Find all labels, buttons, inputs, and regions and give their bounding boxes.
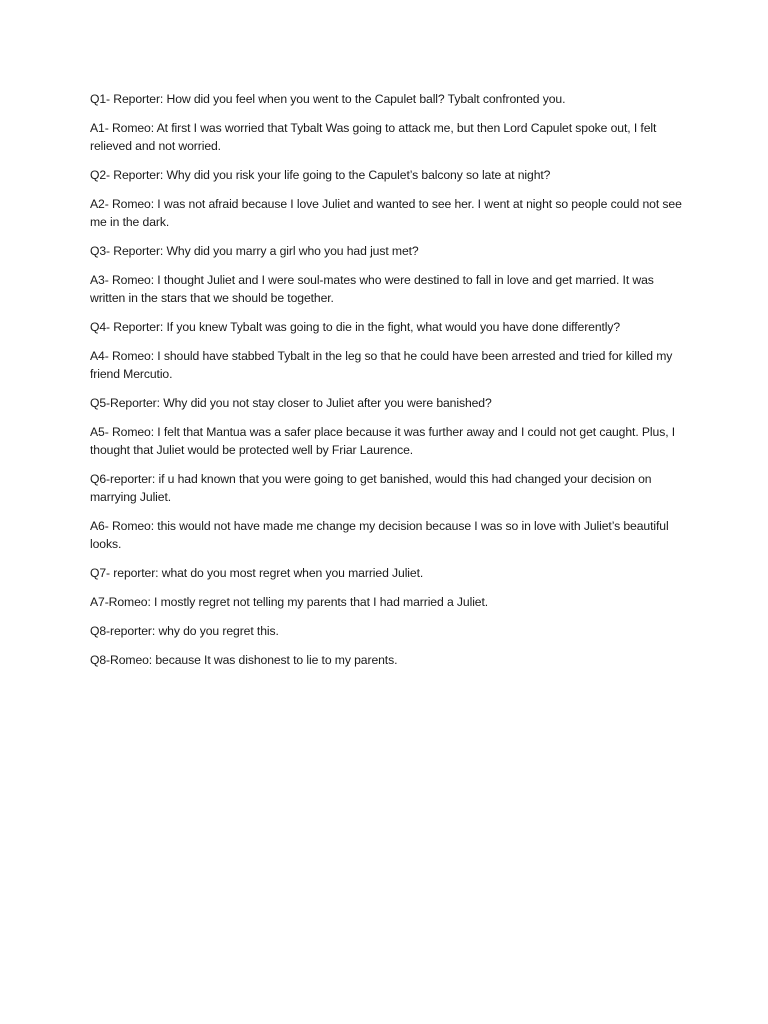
document-body [90, 90, 690, 680]
paragraph-a8: Q8-Romeo: because It was dishonest to lie to my parents. [90, 653, 398, 667]
paragraph-q3: Q3- Reporter: Why did you marry a girl who you had just met? [90, 244, 419, 258]
paragraph-a5: A5- Romeo: I felt that Mantua was a safer place because it was further away and I could not get caught. Plus, I thought that Juliet would be protected well by Friar Laurence. [90, 425, 676, 457]
paragraph-q2: Q2- Reporter: Why did you risk your life going to the Capulet’s balcony so late at night? [90, 168, 551, 182]
paragraph-a2: A2- Romeo: I was not afraid because I love Juliet and wanted to see her. I went at night so people could not see me in the dark. [90, 197, 682, 229]
paragraph-a4: A4- Romeo: I should have stabbed Tybalt in the leg so that he could have been arrested and tried for killed my friend Mercutio. [90, 349, 673, 381]
paragraph-a3: A3- Romeo: I thought Juliet and I were soul-mates who were destined to fall in love and get married. It was written in the stars that we should be together. [90, 273, 654, 305]
paragraph-q5: Q5-Reporter: Why did you not stay closer to Juliet after you were banished? [90, 396, 492, 410]
paragraph-a1: A1- Romeo: At first I was worried that Tybalt Was going to attack me, but then Lord Capulet spoke out, I felt relieved and not worried. [90, 121, 657, 153]
paragraph-a7: A7-Romeo: I mostly regret not telling my parents that I had married a Juliet. [90, 595, 489, 609]
paragraph-q4: Q4- Reporter: If you knew Tybalt was going to die in the fight, what would you have done differently? [90, 320, 621, 334]
paragraph-q6: Q6-reporter: if u had known that you were going to get banished, would this had changed your decision on marrying Juliet. [90, 472, 652, 504]
paragraph-q1: Q1- Reporter: How did you feel when you went to the Capulet ball? Tybalt confronted you. [90, 92, 566, 106]
paragraph-q8: Q8-reporter: why do you regret this. [90, 624, 279, 638]
paragraph-q7: Q7- reporter: what do you most regret when you married Juliet. [90, 566, 424, 580]
paragraph-a6: A6- Romeo: this would not have made me change my decision because I was so in love with Juliet’s beautiful looks. [90, 519, 669, 551]
